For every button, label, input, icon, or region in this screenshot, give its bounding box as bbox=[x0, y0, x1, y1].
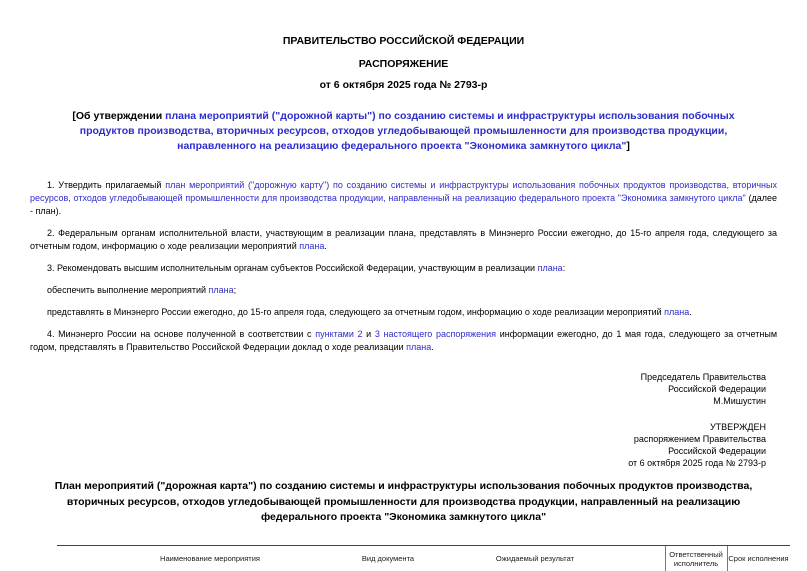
approved-line: УТВЕРЖДЕН bbox=[709, 422, 766, 432]
text-segment: обеспечить выполнение мероприятий bbox=[47, 285, 209, 295]
paragraph-3 bbox=[30, 262, 777, 275]
table-header-responsible: Ответственный исполнитель bbox=[669, 549, 723, 568]
text-segment: 2. Федеральным органам исполнительной власти, участвующим в реализации плана, представлять в Минэнерго России ежегодно, до 15-го апреля года, следующего за отчетным годом, информацию о ходе реализации мероприятий bbox=[30, 228, 777, 251]
approved-block bbox=[0, 421, 766, 469]
document-link[interactable]: 3 настоящего распоряжения bbox=[374, 329, 497, 339]
table-header-deadline: Срок исполнения bbox=[728, 554, 789, 564]
text-segment: ; bbox=[233, 285, 237, 295]
document-type: РАСПОРЯЖЕНИЕ bbox=[358, 58, 449, 70]
approved-line: от 6 октября 2025 года № 2793-р bbox=[628, 458, 766, 468]
paragraph-3-sub-2 bbox=[30, 306, 777, 319]
text-segment: представлять в Минэнерго России ежегодно, до 15-го апреля года, следующего за отчетным годом, информацию о ходе реализации мероприятий bbox=[47, 307, 665, 317]
table-header-doc-kind: Вид документа bbox=[361, 554, 415, 564]
text-segment: : bbox=[562, 263, 566, 273]
paragraph-4 bbox=[30, 328, 777, 354]
document-link[interactable]: плана bbox=[664, 307, 690, 317]
text-segment: 3. Рекомендовать высшим исполнительным органам субъектов Российской Федерации, участвующим в реализации bbox=[47, 263, 538, 273]
text-segment: . bbox=[689, 307, 692, 317]
table-header-activity: Наименование мероприятия bbox=[160, 554, 260, 564]
plan-title: План мероприятий ("дорожная карта") по созданию системы и инфраструктуры использования побочных продуктов производства, вторичных ресурсов, отходов угледобывающей промышленности для производства продукции, направленный на реализацию федерального проекта "Экономика замкнутого цикла" bbox=[54, 480, 753, 523]
document-link[interactable]: пунктами 2 bbox=[315, 329, 363, 339]
document-link[interactable]: плана мероприятий ("дорожной карты") по созданию системы и инфраструктуры использования побочных продуктов производства, вторичных ресурсов, отходов угледобывающей промышленности для производства продукции, направленного на реализацию федерального проекта "Экономика замкнутого цикла" bbox=[79, 110, 735, 152]
table-header-expected-result: Ожидаемый результат bbox=[495, 554, 575, 564]
signature-line: М.Мишустин bbox=[713, 396, 766, 406]
document-link[interactable]: план мероприятий ("дорожную карту") по созданию системы и инфраструктуры использования побочных продуктов производства, вторичных ресурсов, отходов угледобывающей промышленности для производства продукции, направленный на реализацию федерального проекта "Экономика замкнутого цикла" bbox=[30, 180, 777, 203]
document-title bbox=[0, 109, 807, 154]
text-segment: (далее - план). bbox=[30, 193, 777, 216]
text-segment: 1. Утвердить прилагаемый bbox=[47, 180, 166, 190]
document-date-number: от 6 октября 2025 года № 2793-р bbox=[319, 79, 488, 91]
document-body bbox=[30, 179, 777, 354]
approved-line: Российской Федерации bbox=[668, 446, 766, 456]
paragraph-2 bbox=[30, 227, 777, 253]
paragraph-1 bbox=[30, 179, 777, 218]
signature-line: Председатель Правительства bbox=[640, 372, 766, 382]
text-segment: и bbox=[362, 329, 375, 339]
document-link[interactable]: плана bbox=[537, 263, 563, 273]
approved-line: распоряжением Правительства bbox=[633, 434, 766, 444]
signature-line: Российской Федерации bbox=[668, 384, 766, 394]
document-link[interactable]: плана bbox=[299, 241, 325, 251]
plan-table bbox=[57, 545, 790, 571]
text-segment: информации ежегодно, до 1 мая года, следующего за отчетным годом, представлять в Правительство Российской Федерации доклад о ходе реализации bbox=[30, 329, 778, 352]
paragraph-3-sub-1 bbox=[30, 284, 777, 297]
document-link[interactable]: плана bbox=[406, 342, 432, 352]
text-segment: . bbox=[431, 342, 434, 352]
text-segment: ] bbox=[626, 140, 630, 152]
text-segment: 4. Минэнерго России на основе полученной в соответствии с bbox=[47, 329, 316, 339]
text-segment: [Об утверждении bbox=[72, 110, 166, 122]
document-link[interactable]: плана bbox=[208, 285, 234, 295]
text-segment: . bbox=[324, 241, 327, 251]
signature-block bbox=[0, 371, 766, 407]
government-header: ПРАВИТЕЛЬСТВО РОССИЙСКОЙ ФЕДЕРАЦИИ bbox=[282, 35, 525, 47]
